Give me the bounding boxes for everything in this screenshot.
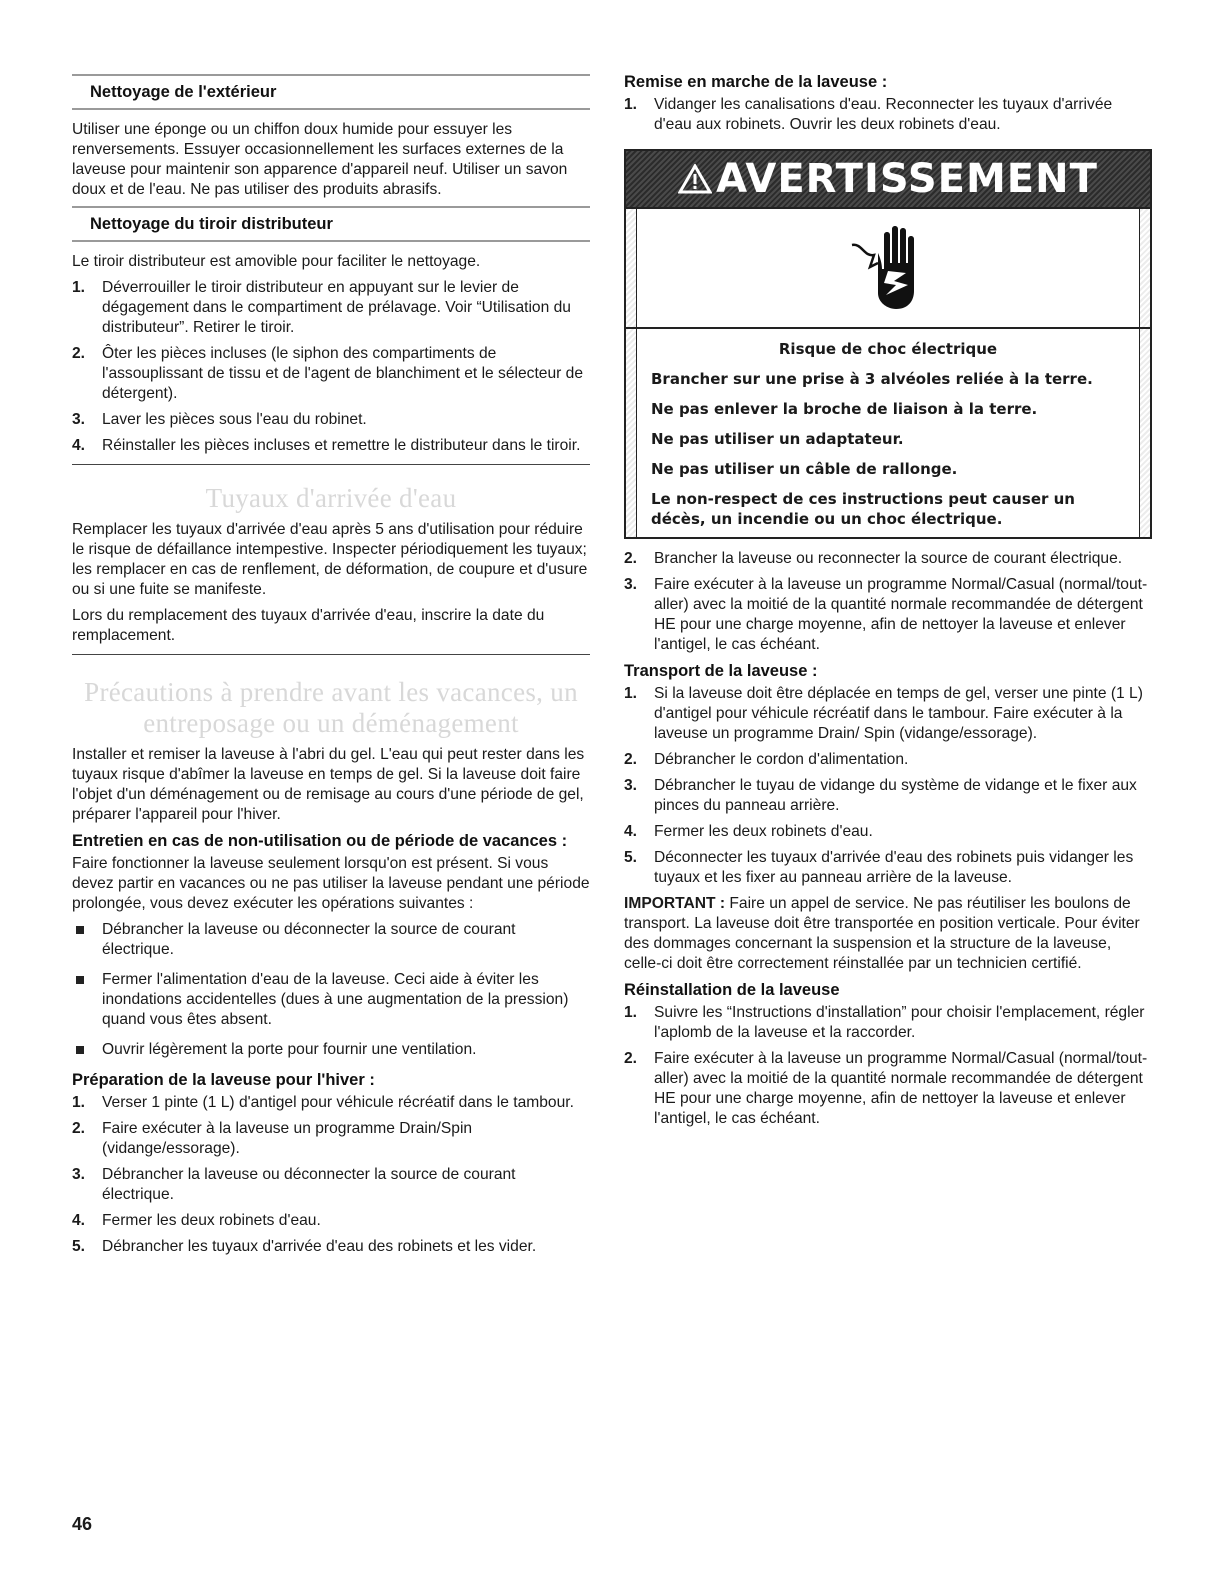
- hoses-text-1: Remplacer les tuyaux d'arrivée d'eau après 5 ans d'utilisation pour réduire le risque de défaillance intempestive. Inspecter périodiquement les tuyaux; les remplacer en cas de renflement, de déformation, de coupure et d'usure ou si une fuite se manifeste.: [72, 521, 588, 598]
- drawer-heading: Nettoyage du tiroir distributeur: [72, 206, 590, 242]
- left-column: [72, 68, 590, 1263]
- hoses-text-2: Lors du remplacement des tuyaux d'arrivée d'eau, inscrire la date du remplacement.: [72, 607, 545, 644]
- section-divider: [72, 464, 590, 465]
- important-label: IMPORTANT :: [624, 895, 726, 912]
- list-item: 5. Déconnecter les tuyaux d'arrivée d'eau des robinets puis vidanger les tuyaux et les fixer au panneau arrière de la laveuse.: [624, 849, 1134, 886]
- reinstall-steps: [624, 1003, 1152, 1129]
- list-item: 4. Fermer les deux robinets d'eau.: [72, 1212, 321, 1229]
- precautions-text: Installer et remiser la laveuse à l'abri du gel. L'eau qui peut rester dans les tuyaux risque d'abîmer la laveuse en temps de gel. Si la laveuse doit faire l'objet d'un déménagement ou de remisage au cours d'une période de gel, préparer l'appareil pour l'hiver.: [72, 746, 585, 823]
- important-note: IMPORTANT : Faire un appel de service. Ne pas réutiliser les boulons de transport. La laveuse doit être transportée en position verticale. Pour éviter des dommages concernant la suspension et la structure de la laveuse, celle-ci doit être correctement réinstallée par un technicien certifié.: [624, 895, 1140, 972]
- list-item: 3. Laver les pièces sous l'eau du robinet.: [72, 411, 367, 428]
- list-item: 3. Faire exécuter à la laveuse un programme Normal/Casual (normal/tout-aller) avec la moitié de la quantité normale recommandée de détergent HE pour une charge moyenne, afin de nettoyer la laveuse et enlever l'antigel, le cas échéant.: [624, 576, 1148, 653]
- bullet-square-icon: [76, 976, 84, 984]
- warning-text: [636, 329, 1140, 537]
- list-item: Débrancher la laveuse ou déconnecter la source de courant électrique.: [72, 920, 590, 960]
- warning-box: [624, 149, 1152, 539]
- warning-line: Ne pas utiliser un câble de rallonge.: [651, 460, 958, 478]
- warning-triangle-icon: [678, 153, 712, 209]
- bullet-square-icon: [76, 1046, 84, 1054]
- warning-header: AVERTISSEMENT: [626, 151, 1150, 209]
- shock-hazard-icon: [636, 209, 1140, 327]
- drawer-steps: [72, 278, 590, 456]
- hoses-title: Tuyaux d'arrivée d'eau: [205, 483, 457, 513]
- list-item: 2. Brancher la laveuse ou reconnecter la source de courant électrique.: [624, 550, 1123, 567]
- vacation-heading: Entretien en cas de non-utilisation ou de période de vacances :: [72, 832, 568, 850]
- list-item: 3. Débrancher le tuyau de vidange du système de vidange et le fixer aux pinces du panneau arrière.: [624, 777, 1137, 814]
- page-number: 46: [72, 1514, 93, 1534]
- vacation-bullets: [72, 920, 590, 1060]
- list-item: 1. Suivre les “Instructions d'installation” pour choisir l'emplacement, régler l'aplomb de la laveuse et la raccorder.: [624, 1004, 1145, 1041]
- list-item: Fermer l'alimentation d'eau de la laveuse. Ceci aide à éviter les inondations accidentelles (dues à une augmentation de la pression) quand vous êtes absent.: [72, 970, 590, 1030]
- list-item: Ouvrir légèrement la porte pour fournir une ventilation.: [72, 1040, 590, 1060]
- restart-steps-before: [624, 95, 1152, 135]
- list-item: 1. Déverrouiller le tiroir distributeur en appuyant sur le levier de dégagement dans le compartiment de prélavage. Voir “Utilisation du distributeur”. Retirer le tiroir.: [72, 279, 571, 336]
- transport-steps: [624, 684, 1152, 888]
- list-item: 2. Débrancher le cordon d'alimentation.: [624, 751, 909, 768]
- drawer-intro: Le tiroir distributeur est amovible pour faciliter le nettoyage.: [72, 253, 481, 270]
- precautions-title: Précautions à prendre avant les vacances, un entreposage ou un déménagement: [84, 677, 578, 738]
- list-item: 4. Fermer les deux robinets d'eau.: [624, 823, 873, 840]
- list-item: 4. Réinstaller les pièces incluses et remettre le distributeur dans le tiroir.: [72, 437, 581, 454]
- winter-heading: Préparation de la laveuse pour l'hiver :: [72, 1071, 375, 1089]
- exterior-text: Utiliser une éponge ou un chiffon doux humide pour essuyer les renversements. Essuyer occasionnellement les surfaces externes de la laveuse pour maintenir son apparence d'appareil neuf. Utiliser un savon doux et de l'eau. Ne pas utiliser des produits abrasifs.: [72, 121, 568, 198]
- reinstall-heading: Réinstallation de la laveuse: [624, 981, 840, 999]
- list-item: 2. Faire exécuter à la laveuse un programme Normal/Casual (normal/tout-aller) avec la moitié de la quantité normale recommandée de détergent HE pour une charge moyenne, afin de nettoyer la laveuse et enlever l'antigel, le cas échéant.: [624, 1050, 1148, 1127]
- list-item: 3. Débrancher la laveuse ou déconnecter la source de courant électrique.: [72, 1166, 516, 1203]
- warning-line: Le non-respect de ces instructions peut causer un décès, un incendie ou un choc électrique.: [651, 490, 1075, 528]
- vacation-intro: Faire fonctionner la laveuse seulement lorsqu'on est présent. Si vous devez partir en vacances ou ne pas utiliser la laveuse pendant une période prolongée, vous devez exécuter les opérations suivantes :: [72, 855, 590, 912]
- list-item: 1. Si la laveuse doit être déplacée en temps de gel, verser une pinte (1 L) d'antigel pour véhicule récréatif dans le tambour. Faire exécuter à la laveuse un programme Drain/ Spin (vidange/essorage).: [624, 685, 1143, 742]
- transport-heading: Transport de la laveuse :: [624, 662, 818, 680]
- warning-risk: Risque de choc électrique: [778, 340, 998, 358]
- list-item: 5. Débrancher les tuyaux d'arrivée d'eau des robinets et les vider.: [72, 1238, 537, 1255]
- bullet-square-icon: [76, 926, 84, 934]
- winter-steps: [72, 1093, 590, 1257]
- list-item: 2. Faire exécuter à la laveuse un programme Drain/Spin (vidange/essorage).: [72, 1120, 473, 1157]
- exterior-heading: Nettoyage de l'extérieur: [72, 74, 590, 110]
- list-item: 2. Ôter les pièces incluses (le siphon des compartiments de l'assouplissant de tissu et de l'agent de blanchiment et le sélecteur de détergent).: [72, 345, 583, 402]
- warning-line: Ne pas utiliser un adaptateur.: [651, 430, 904, 448]
- list-item: 1. Verser 1 pinte (1 L) d'antigel pour véhicule récréatif dans le tambour.: [72, 1094, 574, 1111]
- section-divider: [72, 654, 590, 655]
- restart-steps-after: [624, 549, 1152, 655]
- restart-heading: Remise en marche de la laveuse :: [624, 73, 888, 91]
- warning-line: Ne pas enlever la broche de liaison à la terre.: [651, 400, 1038, 418]
- warning-line: Brancher sur une prise à 3 alvéoles reliée à la terre.: [651, 370, 1093, 388]
- right-column: [624, 68, 1152, 1135]
- list-item: 1. Vidanger les canalisations d'eau. Reconnecter les tuyaux d'arrivée d'eau aux robinets. Ouvrir les deux robinets d'eau.: [624, 96, 1113, 133]
